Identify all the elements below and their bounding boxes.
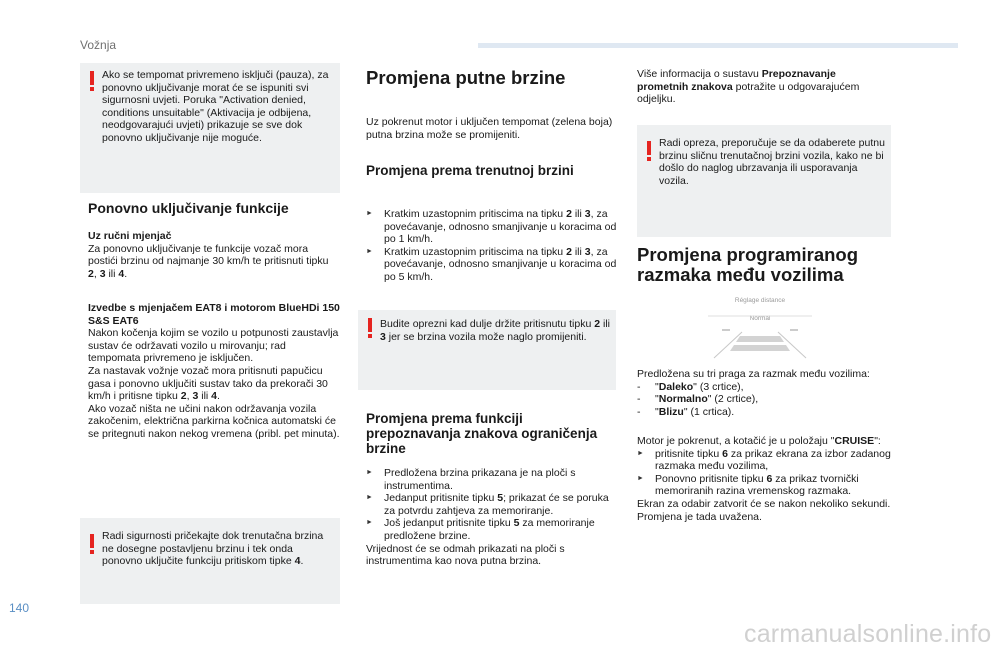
warning-box-safety (80, 518, 340, 604)
section-heading-speed-change: Promjena putne brzine (366, 67, 566, 88)
cruise-intro: Motor je pokrenut, a kotačić je u položaju "CRUISE": (637, 434, 881, 447)
list-item: ► Kratkim uzastopnim pritiscima na tipku 2 ili 3, za povećavanje, odnosno smanjivanje u koracima od po 5 km/h. (366, 246, 618, 284)
figure-title: Réglage distance (734, 297, 786, 304)
list-item: ► Predložena brzina prikazana je na ploči s instrumentima. (366, 467, 620, 492)
subheading-current-speed: Promjena prema trenutnoj brzini (366, 163, 574, 178)
watermark: carmanualsonline.info (744, 620, 991, 648)
warning-icon (90, 71, 94, 91)
eat8-text-2: Za nastavak vožnje vozač mora pritisnuti papučicu gasa i ponovno uključiti sustav tako da prekorači 30 km/h i pritisne tipku 2, 3 ili 4. (88, 364, 328, 403)
outro-text-1: Ekran za odabir zatvorit će se nakon nekoliko sekundi. (637, 497, 891, 510)
list-item: ► Još jedanput pritisnite tipku 5 za memoriranje predložene brzine. (366, 517, 620, 542)
sign-recognition-body (366, 467, 620, 568)
warning-box-pause (80, 63, 340, 193)
warning-text: Radi opreza, preporučuje se da odaberete putnu brzinu sličnu trenutačnoj brzini vozila, kako ne bi došlo do naglog ubrzavanja ili usporavanja vozila. (659, 137, 885, 187)
eat8-text-3: Ako vozač ništa ne učini nakon održavanja vozila zakočenim, električna parkirna kočnica automatski će se pritegnuti nakon nekog vremena (pribl. pet minuta). (88, 402, 340, 440)
list-item: - "Normalno" (2 crtice), (637, 393, 891, 406)
manual-text: Za ponovno uključivanje te funkcije vozač mora postići brzinu od najmanje 30 km/h te pritisnuti tipku 2, 3 ili 4. (88, 242, 329, 280)
eat8-text-1: Nakon kočenja kojim se vozilo u potpunosti zaustavlja sustav će održavati vozilo u mirovanju; rad tempomata privremeno je isključen. (88, 327, 339, 365)
intro-text: Uz pokrenut motor i uključen tempomat (zelena boja) putna brzina može se promijeniti. (366, 116, 613, 141)
warning-icon (90, 534, 94, 554)
section-heading-distance: Promjena programiranog razmaka među vozilima (637, 244, 859, 285)
header-bar (478, 43, 958, 48)
list-item: - "Daleko" (3 crtice), (637, 381, 891, 394)
reenable-body (88, 230, 340, 441)
speed-intro (366, 116, 616, 141)
distance-body (637, 368, 891, 523)
outro-text: Vrijednost će se odmah prikazati na ploči s instrumentima kao nova putna brzina. (366, 542, 565, 568)
list-item: ► Ponovno pritisnite tipku 6 za prikaz tvornički memoriranih razina vremenskog razmaka. (637, 473, 891, 498)
outro-text-2: Promjena je tada uvažena. (637, 510, 762, 523)
thresholds-intro: Predložena su tri praga za razmak među vozilima: (637, 368, 870, 380)
section-heading-reenable: Ponovno uključivanje funkcije (88, 200, 289, 216)
list-item: ► pritisnite tipku 6 za prikaz ekrana za izbor zadanog razmaka među vozilima, (637, 448, 891, 473)
warning-text: Ako se tempomat privremeno isključi (pauza), za ponovno uključivanje morat će se ispuniti svi sigurnosni uvjeti. Poruka "Activation denied, conditions unsuitable" (Aktivacija je odbijena, neodgovarajući uvjeti) prikazuje se sve dok ponovno uključivanje nije moguće. (102, 69, 329, 144)
section-title: Vožnja (80, 38, 117, 52)
info-text: Više informacija o sustavu Prepoznavanje prometnih znakova potražite u odgovarajućem odjeljku. (637, 68, 860, 106)
page-number: 140 (9, 601, 30, 615)
warning-icon (368, 318, 372, 338)
current-speed-list (366, 208, 618, 284)
eat8-label: Izvedbe s mjenjačem EAT8 i motorom BlueHDi 150 S&S EAT6 (88, 301, 340, 327)
list-item: - "Blizu" (1 crtica). (637, 406, 891, 419)
manual-label: Uz ručni mjenjač (88, 230, 172, 242)
distance-setting-figure (700, 292, 820, 362)
warning-text: Radi sigurnosti pričekajte dok trenutačna brzina ne dosegne postavljenu brzinu i tek onda ponovno uključite funkciju pritiskom tipke 4. (102, 530, 324, 568)
warning-box-caution (637, 125, 891, 237)
warning-icon (647, 141, 651, 161)
list-item: ► Kratkim uzastopnim pritiscima na tipku 2 ili 3, za povećavanje, odnosno smanjivanje u koracima od po 1 km/h. (366, 208, 618, 246)
figure-mode-label: Normal (749, 315, 771, 322)
warning-box-hold (358, 310, 616, 390)
lane-icon (700, 292, 820, 362)
subheading-sign-recognition: Promjena prema funkciji prepoznavanja znakova ograničenja brzine (366, 411, 598, 456)
list-item: ► Jedanput pritisnite tipku 5; prikazat će se poruka za potvrdu zahtjeva za memoriranje. (366, 492, 620, 517)
warning-text: Budite oprezni kad dulje držite pritisnutu tipku 2 ili 3 jer se brzina vozila može naglo promijeniti. (380, 318, 610, 343)
